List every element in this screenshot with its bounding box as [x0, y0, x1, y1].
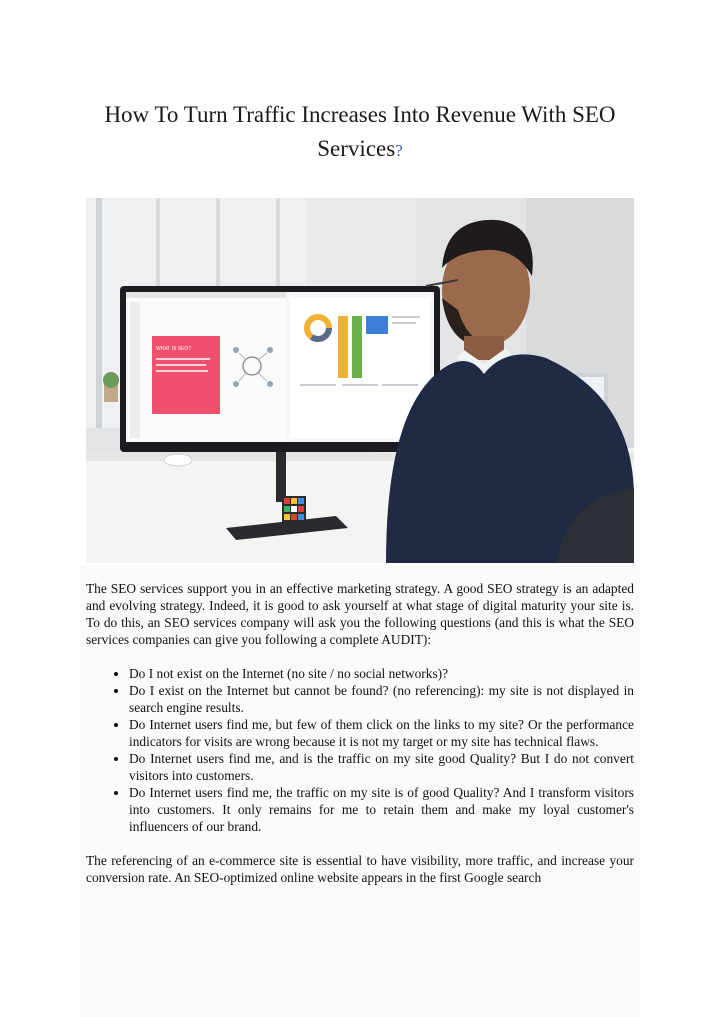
list-item: • Do Internet users find me, but few of them click on the links to my site? Or the performance indicators for visits are wrong because it is not my target or my site has technical flaws.: [129, 716, 634, 750]
slide-card-title: WHAT IS SEO?: [156, 346, 192, 352]
article-body: [86, 580, 634, 886]
title-question-mark: ?: [395, 141, 403, 160]
list-item: • Do I not exist on the Internet (no site / no social networks)?: [129, 665, 634, 682]
title-line-2: Services: [317, 136, 396, 161]
list-item: • Do I exist on the Internet but cannot be found? (no referencing): my site is not displayed in search engine results.: [129, 682, 634, 716]
list-item: • Do Internet users find me, and is the traffic on my site good Quality? But I do not convert visitors into customers.: [129, 750, 634, 784]
page-title: [70, 98, 650, 168]
hero-photo: [86, 198, 634, 563]
office-scene-illustration: [86, 198, 634, 563]
closing-paragraph: The referencing of an e-commerce site is essential to have visibility, more traffic, and increase your conversion rate. An SEO-optimized online website appears in the first Google search: [86, 853, 634, 885]
list-item: • Do Internet users find me, the traffic on my site is of good Quality? And I transform visitors into customers. It only remains for me to retain them and make my loyal customer's influencers of our brand.: [129, 784, 634, 835]
title-line-1: How To Turn Traffic Increases Into Revenue With SEO: [104, 102, 616, 127]
audit-question-list: [86, 665, 634, 835]
intro-paragraph: The SEO services support you in an effective marketing strategy. A good SEO strategy is an adapted and evolving strategy. Indeed, it is good to ask yourself at what stage of digital maturity your site is. To do this, an SEO services company will ask you the following questions (and this is what the SEO services companies can give you following a complete AUDIT):: [86, 581, 634, 647]
